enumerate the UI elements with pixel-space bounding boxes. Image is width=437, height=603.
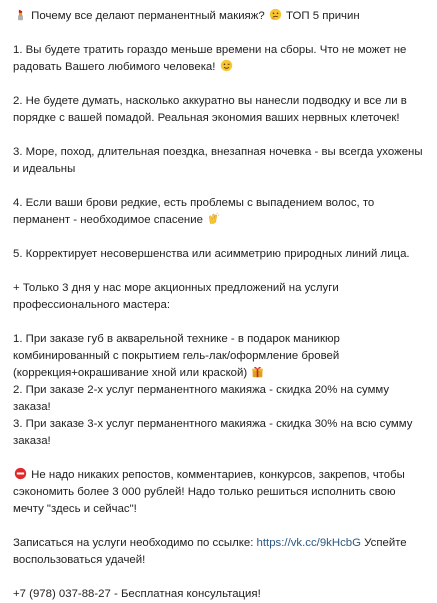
- reason-1: [13, 42, 425, 76]
- spacer: [13, 450, 425, 467]
- spacer: [13, 314, 425, 331]
- signup-after: Успейте воспользоваться удачей!: [13, 537, 407, 566]
- spacer: [13, 229, 425, 246]
- reason-4: [13, 195, 425, 229]
- spacer: [13, 76, 425, 93]
- offer-1-text: 1. При заказе губ в акварельной технике - в подарок маникюр комбинированный с покрытием гель-лак/оформление бровей (коррекция+окрашивание хной или краской): [13, 333, 340, 379]
- post-text: [13, 8, 425, 603]
- reason-4-text: 4. Если ваши брови редкие, есть проблемы с выпадением волос, то перманент - необходимое спасение: [13, 197, 375, 226]
- post-top-edge: [0, 0, 437, 3]
- reason-3: 3. Море, поход, длительная поездка, внезапная ночевка - вы всегда ухожены и идеальны: [13, 146, 423, 175]
- promo-intro: + Только 3 дня у нас море акционных предложений на услуги профессионального мастера:: [13, 282, 339, 311]
- reason-1-text: 1. Вы будете тратить гораздо меньше времени на сборы. Что не может не радовать Вашего любимого человека!: [13, 44, 407, 73]
- clapping-hands-icon: [207, 212, 220, 225]
- offer-2: 2. При заказе 2-х услуг перманентного макияжа - скидка 20% на сумму заказа!: [13, 384, 390, 413]
- spacer: [13, 518, 425, 535]
- no-entry-icon: [14, 467, 27, 480]
- contact-line: +7 (978) 037-88-27 - Бесплатная консультация!: [13, 588, 261, 600]
- signup-link[interactable]: https://vk.cc/9kHcbG: [256, 537, 361, 549]
- reason-5: 5. Корректирует несовершенства или асимметрию природных линий лица.: [13, 248, 410, 260]
- winking-face-icon: [220, 59, 233, 72]
- signup-before: Записаться на услуги необходимо по ссылке:: [13, 537, 257, 549]
- lipstick-icon: [14, 8, 27, 21]
- spacer: [13, 127, 425, 144]
- headline-text: Почему все делают перманентный макияж?: [31, 10, 265, 22]
- reason-2: 2. Не будете думать, насколько аккуратно вы нанесли подводку и все ли в порядке с вашей помадой. Реальная экономия ваших нервных клеточек!: [13, 95, 407, 124]
- offer-3: 3. При заказе 3-х услуг перманентного макияжа - скидка 30% на всю сумму заказа!: [13, 418, 413, 447]
- spacer: [13, 25, 425, 42]
- warning-note: [13, 467, 425, 518]
- spacer: [13, 569, 425, 586]
- gift-icon: [251, 365, 264, 378]
- offer-1: [13, 331, 425, 382]
- spacer: [13, 178, 425, 195]
- post-headline: [13, 8, 425, 25]
- headline-subtitle: ТОП 5 причин: [286, 10, 360, 22]
- signup-line: [13, 535, 425, 569]
- warning-text: Не надо никаких репостов, комментариев, конкурсов, закрепов, чтобы сэкономить более 3 000 рублей! Надо только решиться исполнить свою мечту "здесь и сейчас"!: [13, 469, 405, 515]
- thinking-face-icon: [269, 8, 282, 21]
- spacer: [13, 263, 425, 280]
